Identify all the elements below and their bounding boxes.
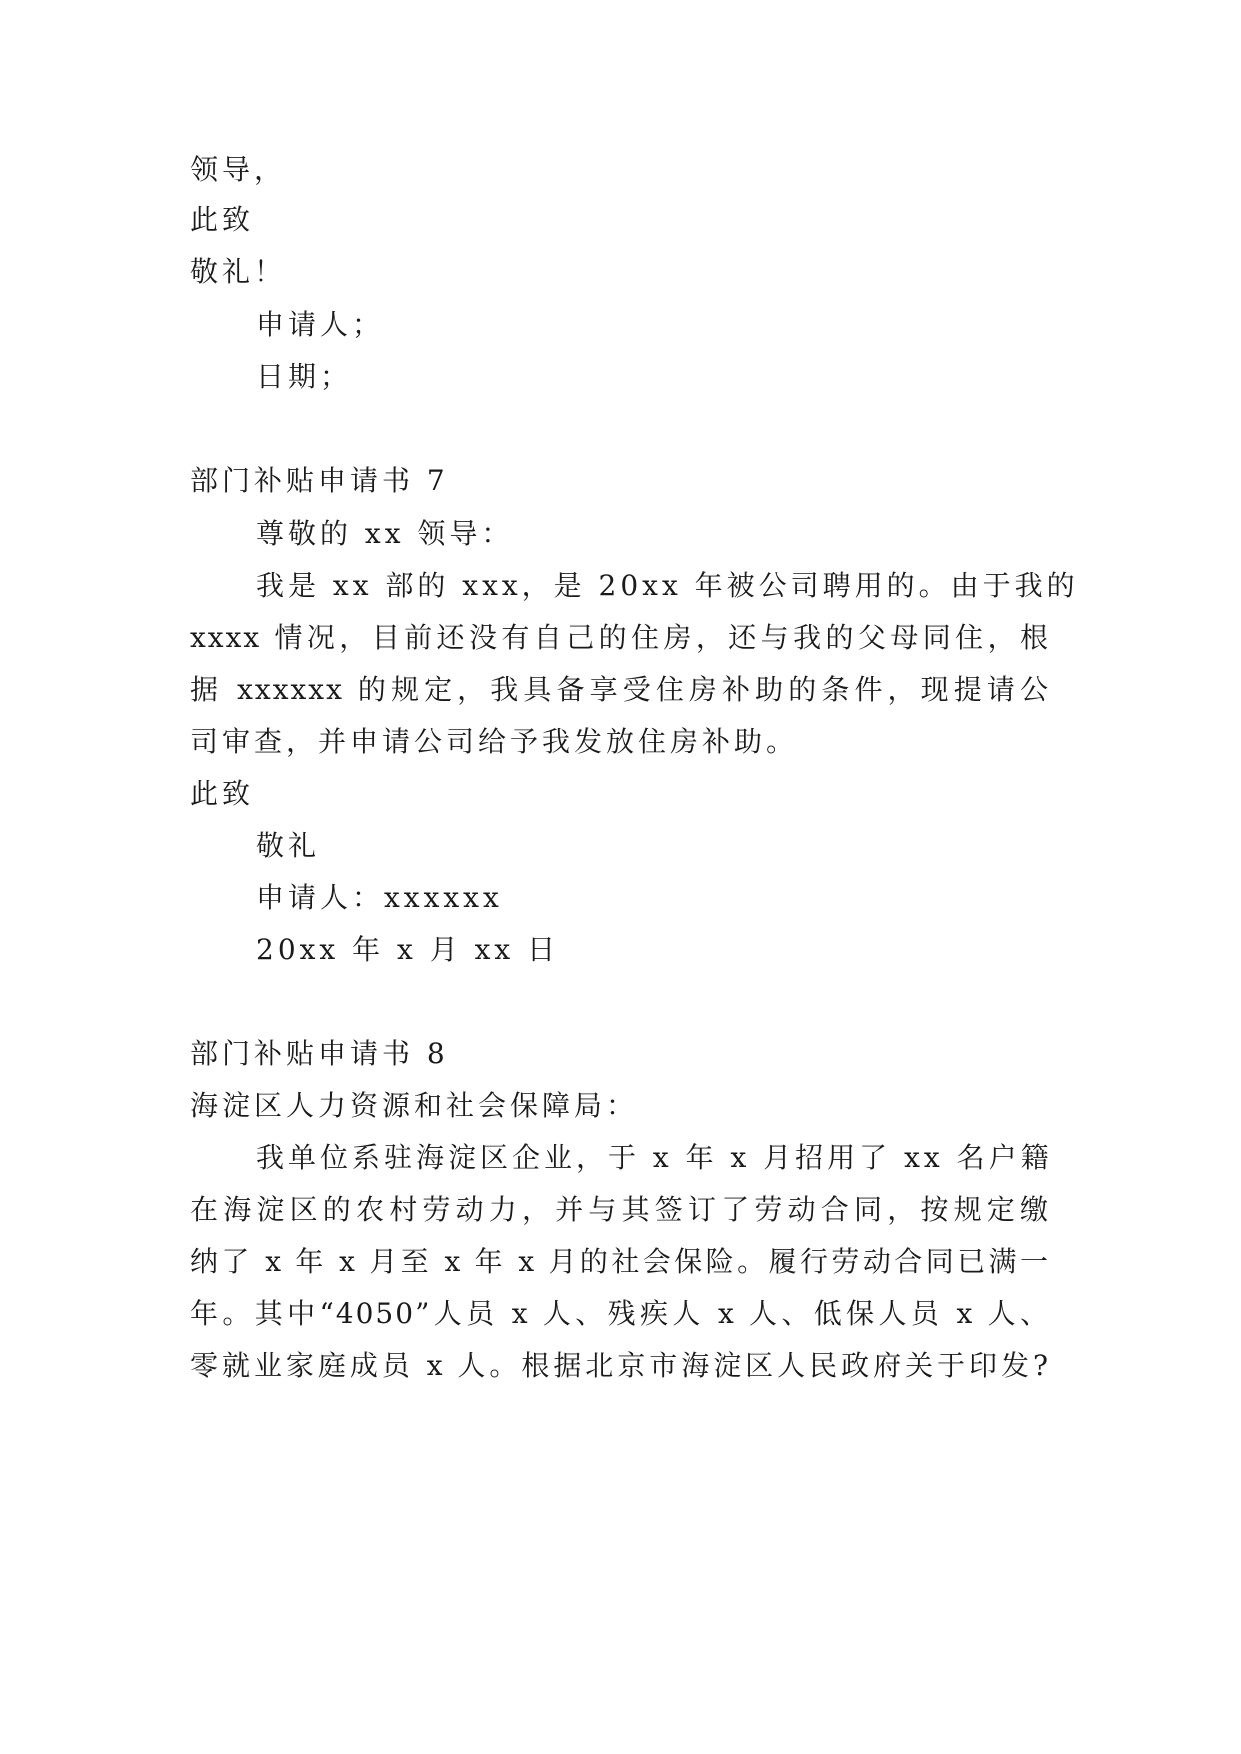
paragraph-line: 纳了 x 年 x 月至 x 年 x 月的社会保险。履行劳动合同已满一: [190, 1245, 1050, 1278]
applicant-line: 申请人：xxxxxx: [256, 881, 503, 914]
text-line: 此致: [190, 203, 255, 236]
date-line: 20xx 年 x 月 xx 日: [256, 933, 560, 966]
text-line: 申请人；: [256, 308, 385, 341]
paragraph-line: 在海淀区的农村劳动力，并与其签订了劳动合同，按规定缴: [190, 1193, 1050, 1226]
text-line: 敬礼！: [190, 255, 287, 288]
text-line: 此致: [190, 777, 255, 810]
text-line: 日期；: [256, 360, 353, 393]
paragraph-line: 年。其中“4050”人员 x 人、残疾人 x 人、低保人员 x 人、: [190, 1297, 1050, 1330]
section-heading: 部门补贴申请书 7: [190, 464, 449, 497]
section-heading: 部门补贴申请书 8: [190, 1037, 449, 1070]
paragraph-line: 司审查，并申请公司给予我发放住房补助。: [190, 725, 799, 758]
paragraph-line: 据 xxxxxx 的规定，我具备享受住房补助的条件，现提请公: [190, 673, 1050, 706]
text-line: 敬礼: [256, 829, 321, 862]
paragraph-line: 零就业家庭成员 x 人。根据北京市海淀区人民政府关于印发?: [190, 1349, 1050, 1382]
paragraph-line: 我是 xx 部的 xxx，是 20xx 年被公司聘用的。由于我的: [256, 569, 1079, 602]
text-line: 领导，: [190, 153, 287, 186]
paragraph-line: xxxx 情况，目前还没有自己的住房，还与我的父母同住，根: [190, 621, 1050, 654]
salutation: 尊敬的 xx 领导：: [256, 517, 514, 550]
paragraph-line: 我单位系驻海淀区企业，于 x 年 x 月招用了 xx 名户籍: [256, 1141, 1053, 1174]
recipient-line: 海淀区人力资源和社会保障局：: [190, 1089, 639, 1122]
